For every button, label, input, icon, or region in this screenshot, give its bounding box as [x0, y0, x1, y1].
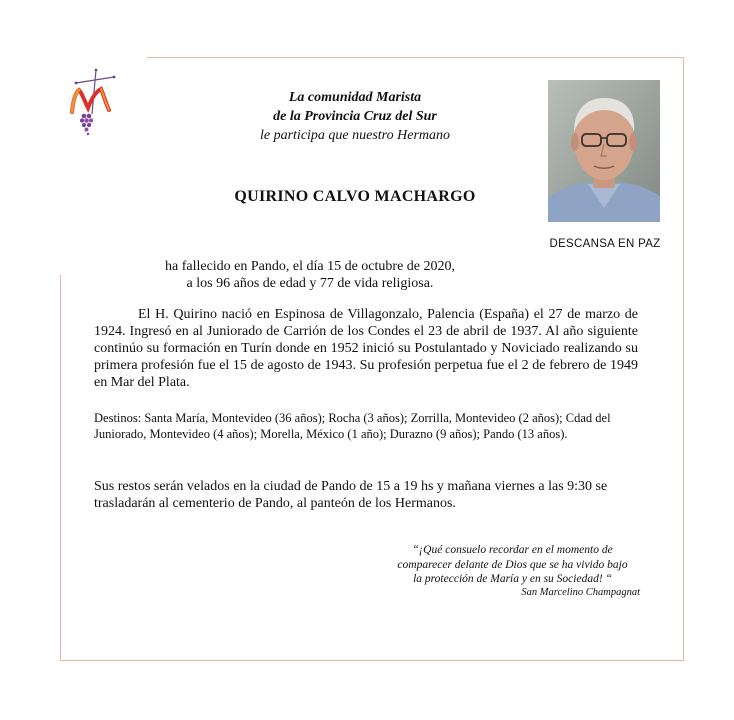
header-line-2: de la Provincia Cruz del Sur — [273, 109, 437, 124]
quote-line-3: la protección de María y en su Sociedad! “ — [413, 573, 612, 585]
death-line-1: ha fallecido en Pando, el día 15 de octubre de 2020, — [164, 259, 455, 274]
photo-caption: DESCANSA EN PAZ — [549, 238, 661, 250]
destinations: Destinos: Santa María, Montevideo (36 años); Rocha (3 años); Zorrilla, Montevideo (2 años); Cdad del Juniorado, Montevideo (4 años); Morella, México (1 año); Durazno (9 años); Pando (13 años). — [94, 411, 611, 441]
frame-border-bottom — [60, 660, 684, 661]
header-line-1: La comunidad Marista — [288, 90, 422, 105]
marist-logo-icon — [62, 66, 122, 140]
quote-line-1: “¡Qué consuelo recordar en el momento de — [412, 544, 613, 556]
quote-author: San Marcelino Champagnat — [521, 587, 640, 598]
portrait-photo — [548, 80, 660, 222]
header-line-3: le participa que nuestro Hermano — [259, 128, 450, 143]
frame-border-top — [147, 57, 683, 58]
death-notice — [140, 258, 480, 292]
deceased-name: QUIRINO CALVO MACHARGO — [234, 188, 476, 205]
announcement-header — [230, 88, 480, 145]
biography-paragraph: El H. Quirino nació en Espinosa de Villagonzalo, Palencia (España) el 27 de marzo de 1924. Ingresó en al Juniorado de Carrión de los Condes el 23 de abril de 1937. Al año siguiente continúo su formación en Turín donde en 1952 inició su Postulantado y Noviciado realizando su primera profesión fue el 15 de agosto de 1943. Su profesión perpetua fue el 2 de febrero de 1949 en Mar del Plata. — [94, 307, 638, 390]
frame-border-right — [683, 57, 684, 661]
frame-border-left — [60, 275, 61, 661]
quote-line-2: comparecer delante de Dios que se ha vivido bajo — [397, 558, 628, 571]
death-line-2: a los 96 años de edad y 77 de vida religiosa. — [186, 276, 434, 291]
biography — [94, 306, 638, 391]
quote — [380, 543, 645, 587]
wake-info: Sus restos serán velados en la ciudad de Pando de 15 a 19 hs y mañana viernes a las 9:30 se trasladarán al cementerio de Pando, al panteón de los Hermanos. — [94, 479, 608, 511]
